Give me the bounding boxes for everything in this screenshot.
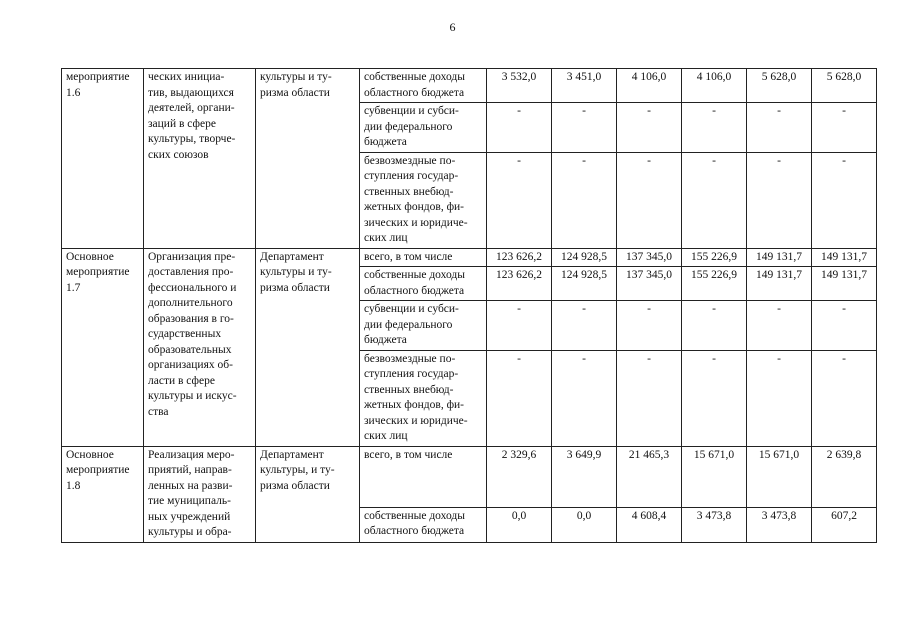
funding-source-text: субвенции и субси- дии федерального бюджета: [364, 105, 459, 148]
value-cell: -: [487, 103, 552, 153]
event-cell-text: мероприятие 1.6: [66, 71, 130, 99]
value-cell: 3 473,8: [747, 507, 812, 542]
value-cell: 149 131,7: [812, 248, 877, 267]
funding-source-cell: [360, 267, 487, 301]
value-cell: -: [747, 350, 812, 446]
value-cell: 155 226,9: [682, 248, 747, 267]
funding-source-text: всего, в том числе: [364, 448, 453, 461]
executor-cell-text: культуры и ту- ризма области: [260, 71, 332, 99]
value-cell: 0,0: [487, 507, 552, 542]
value-cell: 607,2: [812, 507, 877, 542]
value-cell: 123 626,2: [487, 267, 552, 301]
name-cell-text: Реализация меро- приятий, направ- ленных на разви- тие муниципаль- ных учреждений культуры и обра-: [148, 448, 235, 538]
value-cell: 2 329,6: [487, 446, 552, 507]
executor-cell: [256, 446, 360, 542]
table-row: [62, 446, 877, 507]
value-cell: 155 226,9: [682, 267, 747, 301]
value-cell: 15 671,0: [747, 446, 812, 507]
funding-source-text: субвенции и субси- дии федерального бюджета: [364, 303, 459, 346]
funding-source-text: собственные доходы областного бюджета: [364, 509, 465, 538]
value-cell: -: [682, 152, 747, 248]
value-cell: 124 928,5: [552, 267, 617, 301]
value-cell: -: [617, 301, 682, 351]
funding-source-text: собственные доходы областного бюджета: [364, 71, 465, 99]
executor-cell-text: Департамент культуры, и ту- ризма области: [260, 448, 335, 492]
value-cell: 0,0: [552, 507, 617, 542]
value-cell: 137 345,0: [617, 267, 682, 301]
executor-cell: [256, 248, 360, 446]
value-cell: -: [617, 350, 682, 446]
value-cell: 15 671,0: [682, 446, 747, 507]
value-cell: -: [552, 152, 617, 248]
value-cell: 4 106,0: [682, 69, 747, 103]
value-cell: -: [487, 301, 552, 351]
value-cell: -: [747, 152, 812, 248]
funding-source-cell: [360, 103, 487, 153]
event-cell: [62, 248, 144, 446]
value-cell: -: [552, 350, 617, 446]
event-cell-text: Основное мероприятие 1.8: [66, 448, 130, 492]
value-cell: -: [747, 301, 812, 351]
name-cell-text: ческих инициа- тив, выдающихся деятелей, органи- заций в сфере культуры, творче- ских союзов: [148, 71, 236, 161]
value-cell: -: [617, 103, 682, 153]
value-cell: 3 473,8: [682, 507, 747, 542]
value-cell: -: [812, 350, 877, 446]
table-row: [62, 69, 877, 103]
event-cell: [62, 69, 144, 249]
funding-source-text: безвозмездные по- ступления государ- ственных внебюд- жетных фондов, фи- зических и юридиче- ских лиц: [364, 352, 468, 442]
value-cell: -: [487, 350, 552, 446]
event-cell-text: Основное мероприятие 1.7: [66, 250, 130, 294]
funding-source-text: собственные доходы областного бюджета: [364, 269, 465, 297]
value-cell: -: [617, 152, 682, 248]
value-cell: -: [812, 301, 877, 351]
funding-source-cell: [360, 248, 487, 267]
value-cell: 149 131,7: [812, 267, 877, 301]
value-cell: -: [812, 152, 877, 248]
funding-source-cell: [360, 446, 487, 507]
value-cell: 3 532,0: [487, 69, 552, 103]
funding-source-cell: [360, 152, 487, 248]
value-cell: 124 928,5: [552, 248, 617, 267]
value-cell: 123 626,2: [487, 248, 552, 267]
value-cell: -: [682, 350, 747, 446]
funding-source-text: всего, в том числе: [364, 250, 453, 263]
value-cell: 4 106,0: [617, 69, 682, 103]
value-cell: 3 451,0: [552, 69, 617, 103]
value-cell: -: [812, 103, 877, 153]
value-cell: -: [747, 103, 812, 153]
name-cell: [144, 446, 256, 542]
executor-cell-text: Департамент культуры и ту- ризма области: [260, 250, 332, 294]
value-cell: -: [682, 103, 747, 153]
value-cell: 149 131,7: [747, 267, 812, 301]
value-cell: 21 465,3: [617, 446, 682, 507]
value-cell: 137 345,0: [617, 248, 682, 267]
budget-table: [61, 68, 877, 543]
name-cell: [144, 69, 256, 249]
value-cell: 4 608,4: [617, 507, 682, 542]
value-cell: 149 131,7: [747, 248, 812, 267]
name-cell-text: Организация пре- доставления про- фессионального и дополнительного образования в го- сударственных образовательных организациях об- ласти в сфере культуры и искус- ства: [148, 250, 237, 418]
value-cell: -: [552, 103, 617, 153]
value-cell: 5 628,0: [812, 69, 877, 103]
value-cell: 3 649,9: [552, 446, 617, 507]
value-cell: 2 639,8: [812, 446, 877, 507]
value-cell: -: [682, 301, 747, 351]
event-cell: [62, 446, 144, 542]
funding-source-cell: [360, 69, 487, 103]
page-number: 6: [449, 20, 456, 34]
funding-source-cell: [360, 350, 487, 446]
table-row: [62, 248, 877, 267]
name-cell: [144, 248, 256, 446]
value-cell: 5 628,0: [747, 69, 812, 103]
funding-source-cell: [360, 507, 487, 542]
executor-cell: [256, 69, 360, 249]
funding-source-text: безвозмездные по- ступления государ- ственных внебюд- жетных фондов, фи- зических и юридиче- ских лиц: [364, 154, 468, 244]
value-cell: -: [552, 301, 617, 351]
funding-source-cell: [360, 301, 487, 351]
value-cell: -: [487, 152, 552, 248]
